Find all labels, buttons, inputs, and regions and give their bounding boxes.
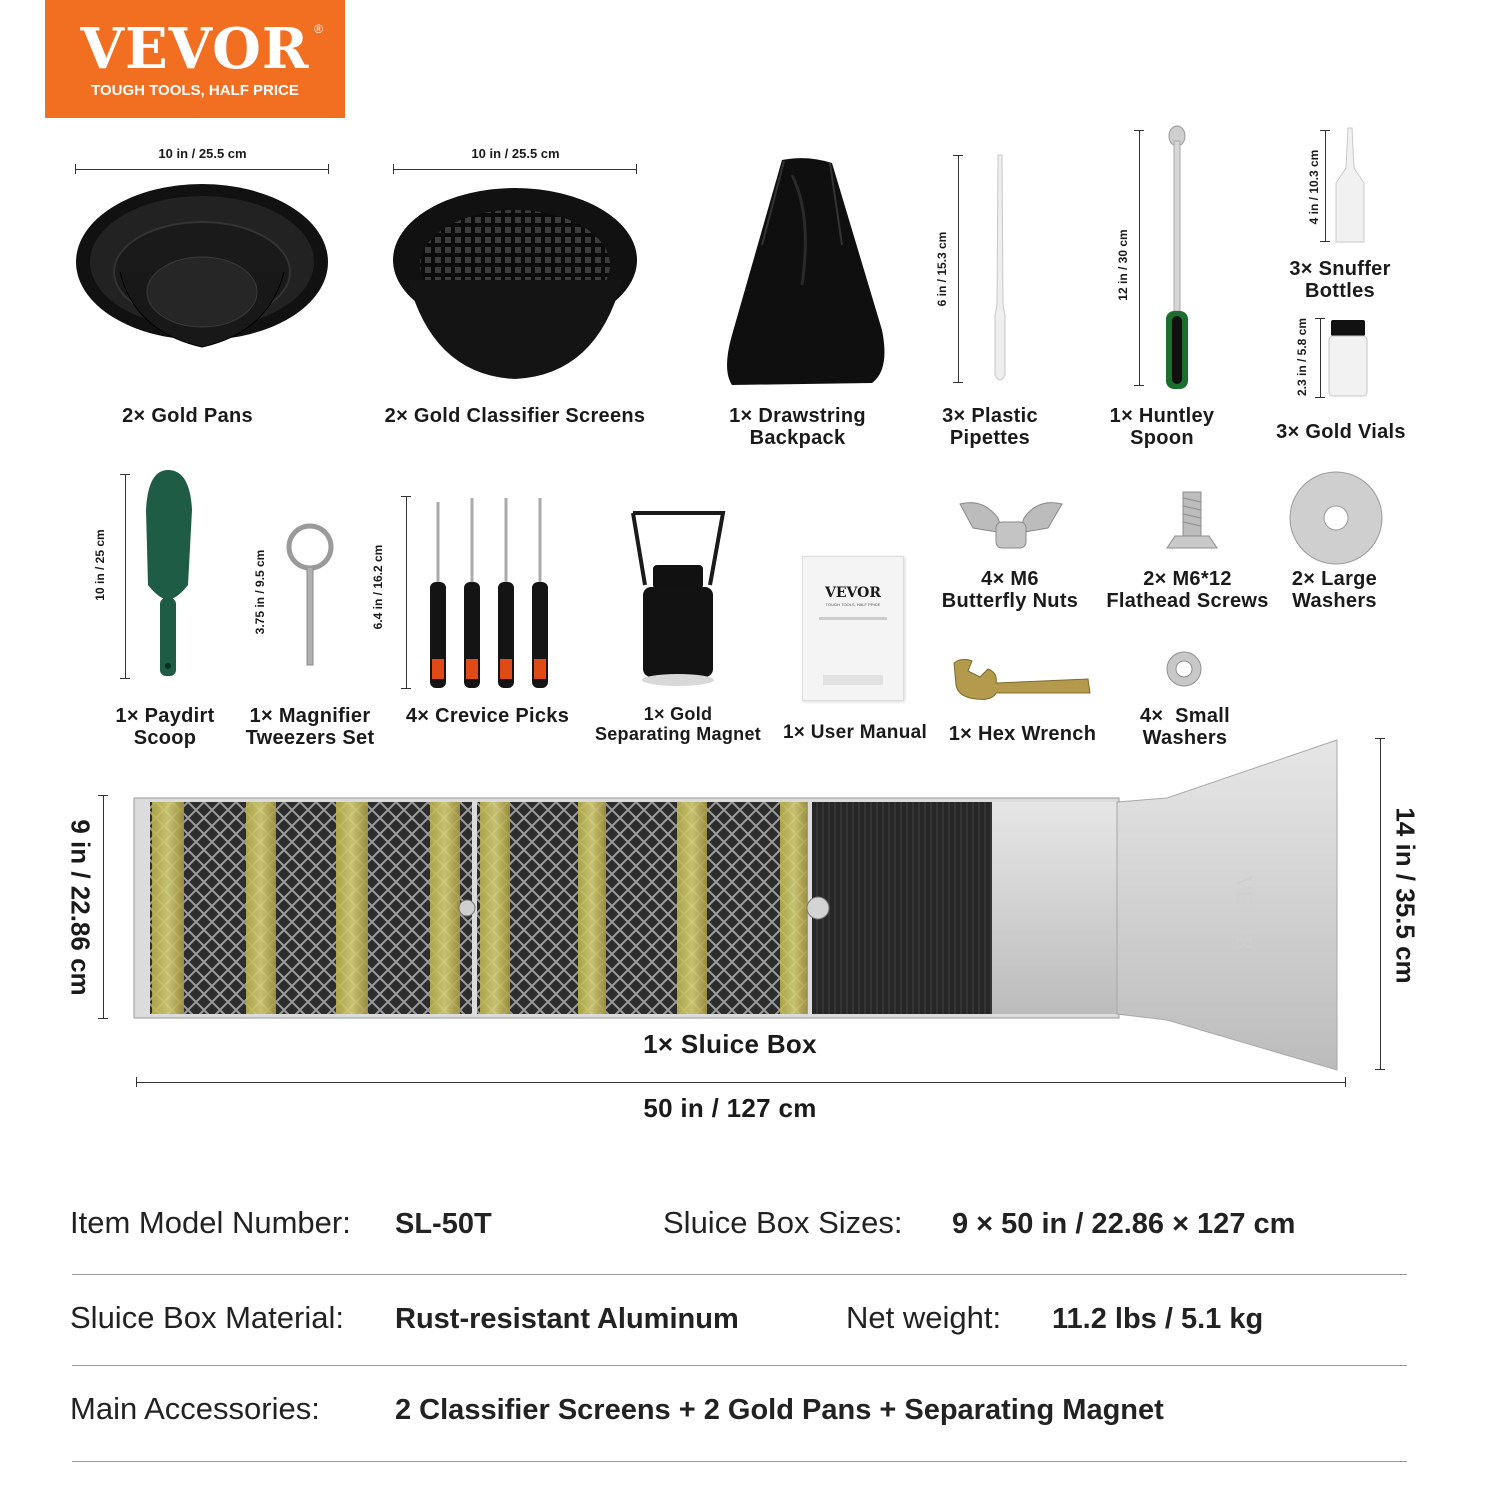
- spec-divider-1: [72, 1274, 1407, 1275]
- wing-nuts-label: [930, 568, 1090, 612]
- magnet-label-line1: 1× Gold: [643, 704, 713, 724]
- large-washers-label: [1272, 568, 1397, 612]
- pipette-label: [920, 405, 1060, 449]
- manual-cover-text-block: [823, 675, 883, 685]
- gold-pan-label: 2× Gold Pans: [122, 405, 253, 427]
- wing-nuts-label-line2: Butterfly Nuts: [941, 590, 1079, 612]
- backpack-label-line2: Backpack: [749, 427, 846, 449]
- weight-label: Net weight:: [846, 1300, 1002, 1335]
- spec-divider-3: [72, 1461, 1407, 1462]
- scoop-label-line2: Scoop: [133, 727, 197, 749]
- screws-label-line2: Flathead Screws: [1106, 590, 1269, 612]
- backpack-image: [722, 155, 892, 387]
- flathead-screw-image: [1165, 490, 1220, 552]
- tweezers-dimension: 3.75 in / 9.5 cm: [253, 549, 267, 635]
- backpack-label: [705, 405, 890, 449]
- brand-name: VEVOR: [80, 16, 310, 82]
- separating-magnet-image: [625, 505, 730, 690]
- huntley-spoon-image: [1162, 126, 1194, 390]
- butterfly-nut-image: [958, 498, 1064, 554]
- large-washer-image: [1288, 470, 1384, 566]
- model-label: Item Model Number:: [70, 1205, 351, 1240]
- scoop-dimension-line: [125, 474, 126, 679]
- large-washers-label-line2: Washers: [1292, 590, 1377, 612]
- crevice-pick-4: [532, 498, 548, 688]
- sluice-width-line: [136, 1082, 1346, 1083]
- small-washers-label-line1: 4× Small: [1140, 705, 1230, 727]
- snuffer-dimension-line: [1325, 130, 1326, 242]
- snuffer-dimension: 4 in / 10.3 cm: [1307, 149, 1321, 225]
- accessories-label: Main Accessories:: [70, 1391, 320, 1426]
- pipette-image: [985, 155, 1015, 385]
- sluice-box-image: [132, 738, 1347, 1073]
- large-washers-label-line1: 2× Large: [1291, 568, 1378, 590]
- pipette-dimension: 6 in / 15.3 cm: [935, 231, 949, 307]
- paydirt-scoop-image: [138, 470, 198, 680]
- screws-label: [1095, 568, 1280, 612]
- vevor-logo: [45, 0, 345, 118]
- scoop-dimension: 10 in / 25 cm: [93, 529, 107, 601]
- screws-label-line1: 2× M6*12: [1143, 568, 1232, 590]
- crevice-picks-image: [424, 494, 556, 690]
- scoop-label-line1: 1× Paydirt: [115, 705, 215, 727]
- crevice-pick-3: [498, 498, 514, 688]
- snuffer-label-line1: 3× Snuffer: [1289, 258, 1391, 280]
- snuffer-label-line2: Bottles: [1305, 280, 1375, 302]
- registered-mark: ®: [314, 22, 323, 36]
- model-value: SL-50T: [395, 1208, 492, 1240]
- picks-label: 4× Crevice Picks: [405, 705, 570, 727]
- sluice-width-dimension: 50 in / 127 cm: [643, 1093, 817, 1123]
- pipette-label-line2: Pipettes: [949, 427, 1031, 449]
- sluice-height-dimension: 9 in / 22.86 cm: [65, 819, 96, 996]
- classifier-screen-image: [393, 185, 638, 380]
- tweezers-label-line2: Tweezers Set: [245, 727, 375, 749]
- hex-wrench-label: 1× Hex Wrench: [948, 723, 1097, 745]
- spoon-label: [1092, 405, 1232, 449]
- picks-dimension-line: [406, 496, 407, 689]
- snuffer-label: [1270, 258, 1410, 302]
- crevice-pick-1: [430, 502, 446, 688]
- vial-dimension: 2.3 in / 5.8 cm: [1295, 317, 1309, 397]
- material-label: Sluice Box Material:: [70, 1300, 344, 1335]
- manual-cover-tagline: TOUGH TOOLS, HALF PRICE: [825, 602, 881, 607]
- user-manual-image: [802, 556, 904, 701]
- gold-pan-image: [75, 182, 330, 382]
- gold-pan-dimension: 10 in / 25.5 cm: [158, 146, 247, 161]
- crevice-pick-2: [464, 498, 480, 688]
- spoon-dimension-line: [1139, 130, 1140, 386]
- classifier-label: 2× Gold Classifier Screens: [384, 405, 646, 427]
- small-washers-label-line2: Washers: [1142, 727, 1228, 749]
- sluice-label: 1× Sluice Box: [643, 1029, 817, 1059]
- spoon-label-line2: Spoon: [1130, 427, 1194, 449]
- manual-cover-brand: VEVOR: [825, 585, 881, 601]
- vial-dimension-line: [1320, 318, 1321, 398]
- weight-value: 11.2 lbs / 5.1 kg: [1052, 1303, 1264, 1335]
- spoon-label-line1: 1× Huntley: [1109, 405, 1215, 427]
- accessories-value: 2 Classifier Screens + 2 Gold Pans + Separating Magnet: [395, 1394, 1164, 1426]
- brand-tagline: TOUGH TOOLS, HALF PRICE: [91, 82, 299, 99]
- magnet-label-line2: Separating Magnet: [594, 724, 762, 744]
- spec-divider-2: [72, 1365, 1407, 1366]
- vial-label: 3× Gold Vials: [1276, 421, 1406, 443]
- pipette-dimension-line: [958, 155, 959, 383]
- sluice-height-line: [103, 795, 104, 1019]
- small-washer-image: [1165, 650, 1203, 688]
- manual-cover-text-line: [819, 617, 887, 620]
- size-value: 9 × 50 in / 22.86 × 127 cm: [952, 1208, 1296, 1240]
- gold-pan-dimension-line: [75, 169, 329, 170]
- tweezers-label-line1: 1× Magnifier: [249, 705, 371, 727]
- classifier-dimension-line: [393, 169, 637, 170]
- material-value: Rust-resistant Aluminum: [395, 1303, 739, 1335]
- size-label: Sluice Box Sizes:: [663, 1205, 903, 1240]
- gold-vial-image: [1327, 320, 1369, 398]
- sluice-flare-dimension: 14 in / 35.5 cm: [1390, 807, 1421, 984]
- manual-label: 1× User Manual: [782, 722, 928, 743]
- spoon-dimension: 12 in / 30 cm: [1116, 229, 1130, 301]
- sluice-flare-brand: VEVOR: [1232, 875, 1256, 951]
- backpack-label-line1: 1× Drawstring: [729, 405, 866, 427]
- snuffer-bottle-image: [1330, 128, 1370, 246]
- magnifier-tweezers-image: [285, 525, 337, 675]
- classifier-dimension: 10 in / 25.5 cm: [471, 146, 560, 161]
- pipette-label-line1: 3× Plastic: [942, 405, 1038, 427]
- hex-wrench-image: [950, 657, 1092, 701]
- wing-nuts-label-line1: 4× M6: [981, 568, 1039, 590]
- sluice-flare-line: [1380, 738, 1381, 1070]
- picks-dimension: 6.4 in / 16.2 cm: [371, 544, 385, 630]
